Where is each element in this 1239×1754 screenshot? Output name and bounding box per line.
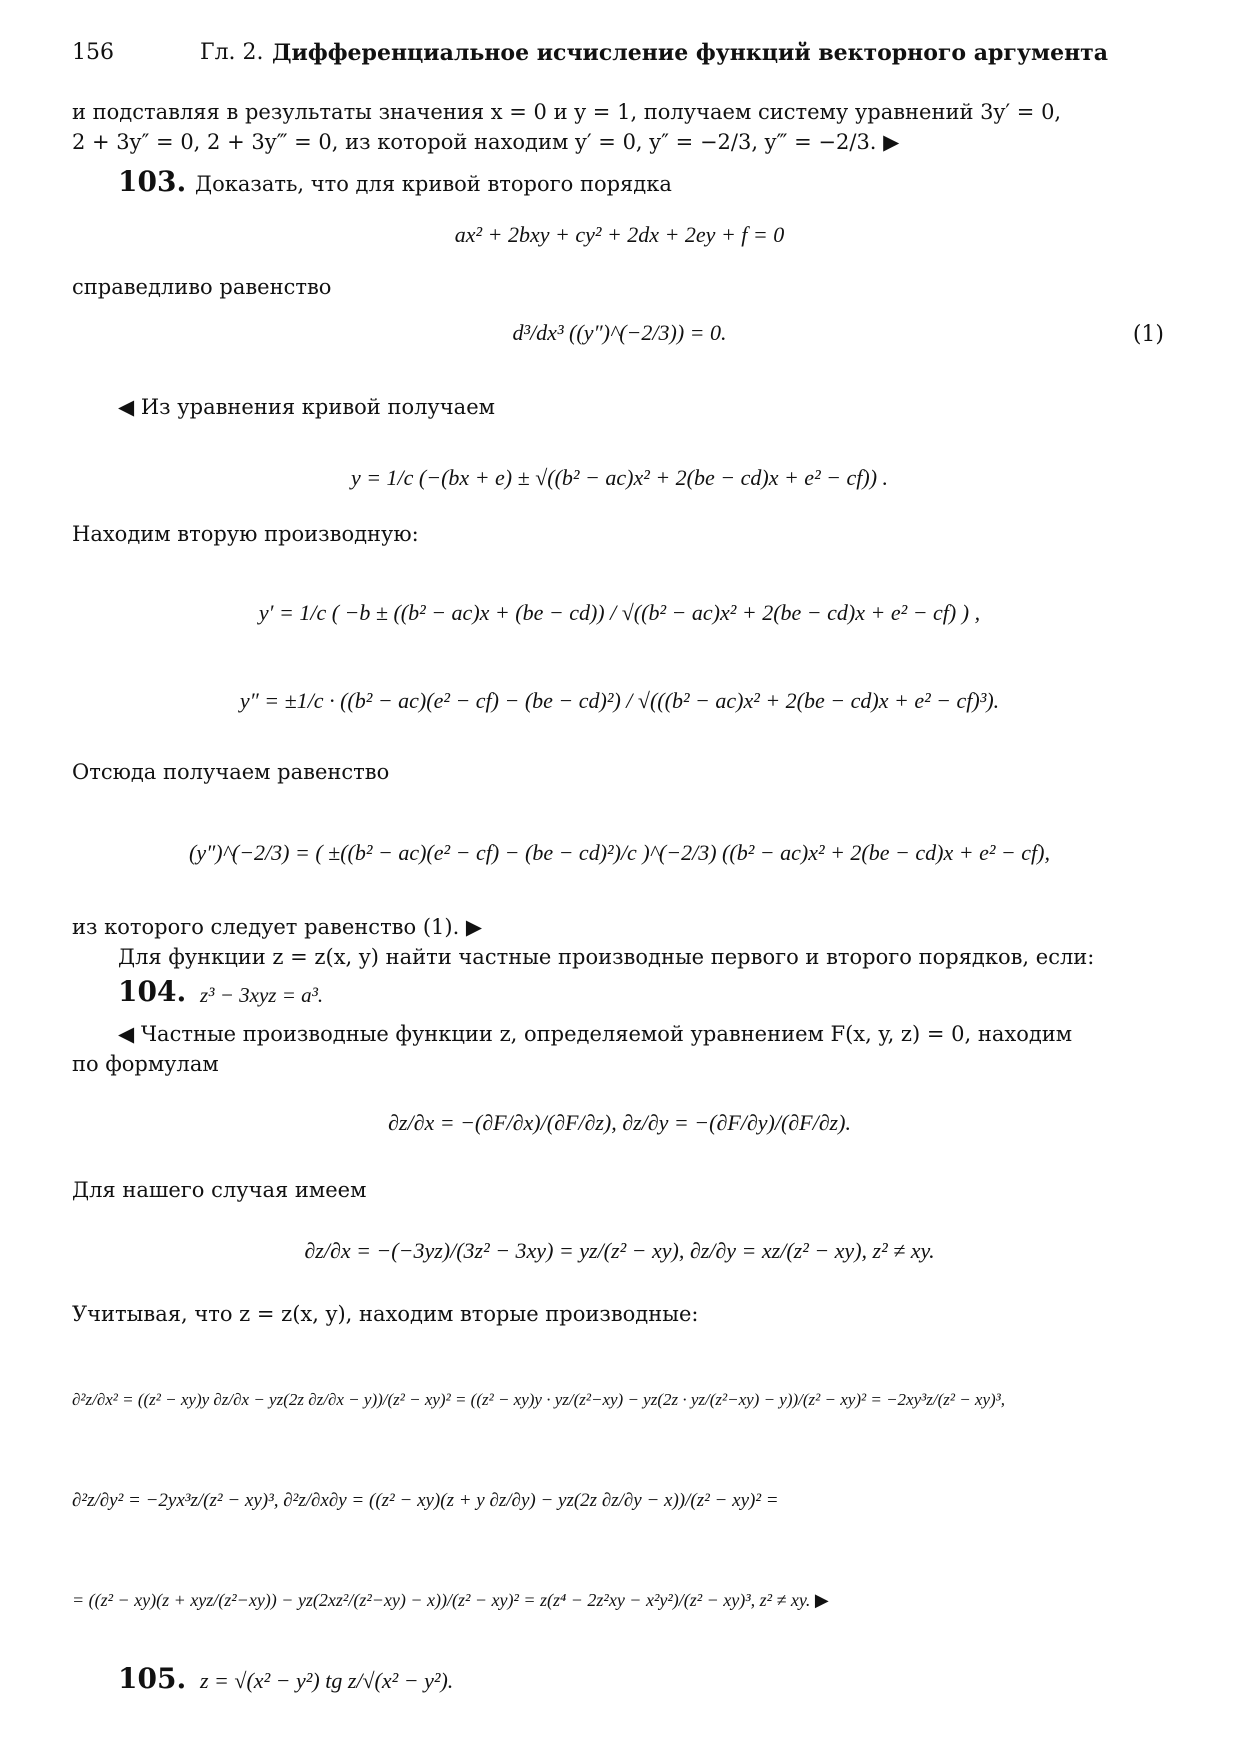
- equation-y: y = 1/c (−(bx + e) ± √((b² − ac)x² + 2(be − cd)x + e² − cf)) .: [350, 465, 889, 490]
- chapter-label: Гл. 2.: [200, 40, 264, 65]
- equation-first-derivatives: ∂z/∂x = −(−3yz)/(3z² − 3xy) = yz/(z² − xy), ∂z/∂y = xz/(z² − xy), z² ≠ xy.: [304, 1238, 935, 1263]
- equation-big: (y″)^(−2/3) = ( ±((b² − ac)(e² − cf) − (be − cd)²)/c )^(−2/3) ((b² − ac)x² + 2(be − cd)x + e² − cf),: [189, 840, 1050, 865]
- text-line: 2 + 3y″ = 0, 2 + 3y‴ = 0, из которой находим y′ = 0, y″ = −2/3, y‴ = −2/3. ▶: [72, 130, 900, 154]
- problem-number: 105.: [118, 1662, 187, 1695]
- text-line: из которого следует равенство (1). ▶: [72, 915, 483, 939]
- equation-formulas: ∂z/∂x = −(∂F/∂x)/(∂F/∂z), ∂z/∂y = −(∂F/∂y)/(∂F/∂z).: [388, 1110, 851, 1135]
- text-line: ◀ Частные производные функции z, определяемой уравнением F(x, y, z) = 0, находим: [118, 1022, 1073, 1046]
- page-number: 156: [72, 40, 114, 65]
- text-line: справедливо равенство: [72, 275, 332, 299]
- problem-number: 104.: [118, 975, 187, 1008]
- equation-1: d³/dx³ ((y″)^(−2/3)) = 0.: [512, 320, 727, 345]
- text-line: ◀ Из уравнения кривой получаем: [118, 395, 495, 419]
- equation-y-prime: y′ = 1/c ( −b ± ((b² − ac)x + (be − cd)) / √((b² − ac)x² + 2(be − cd)x + e² − cf) ) ,: [258, 600, 981, 625]
- problem-equation: z³ − 3xyz = a³.: [200, 983, 324, 1007]
- text-line: Отсюда получаем равенство: [72, 760, 390, 784]
- equation-zxx: ∂²z/∂x² = ((z² − xy)y ∂z/∂x − yz(2z ∂z/∂x − y))/(z² − xy)² = ((z² − xy)y · yz/(z²−xy) − yz(2z · yz/(z²−xy) − y))/(z² − xy)² = −2xy³z/(z² − xy)³,: [72, 1390, 1006, 1409]
- chapter-title: Дифференциальное исчисление функций векторного аргумента: [272, 40, 1109, 66]
- equation-number: (1): [1132, 322, 1164, 347]
- text-line: и подставляя в результаты значения x = 0 и y = 1, получаем систему уравнений 3y′ = 0,: [72, 100, 1062, 124]
- problem-number: 103.: [118, 165, 187, 198]
- text-line: Находим вторую производную:: [72, 522, 419, 546]
- equation-zyy: ∂²z/∂y² = −2yx³z/(z² − xy)³, ∂²z/∂x∂y = ((z² − xy)(z + y ∂z/∂y) − yz(2z ∂z/∂y − x))/(z² − xy)² =: [72, 1490, 779, 1511]
- equation-curve: ax² + 2bxy + cy² + 2dx + 2ey + f = 0: [454, 222, 785, 247]
- text-line: по формулам: [72, 1052, 219, 1076]
- equation-y-double-prime: y″ = ±1/c · ((b² − ac)(e² − cf) − (be − cd)²) / √(((b² − ac)x² + 2(be − cd)x + e² − cf)³).: [239, 688, 1000, 713]
- text-line: Для функции z = z(x, y) найти частные производные первого и второго порядков, если:: [118, 945, 1095, 969]
- text-line: Для нашего случая имеем: [72, 1178, 367, 1202]
- text-line: Учитывая, что z = z(x, y), находим вторые производные:: [72, 1302, 699, 1326]
- problem-text: Доказать, что для кривой второго порядка: [195, 172, 672, 196]
- problem-equation: z = √(x² − y²) tg z/√(x² − y²).: [200, 1668, 454, 1693]
- equation-zxy: = ((z² − xy)(z + xyz/(z²−xy)) − yz(2xz²/(z²−xy) − x))/(z² − xy)² = z(z⁴ − 2z²xy − x²y²)/(z² − xy)³, z² ≠ xy. ▶: [72, 1590, 829, 1610]
